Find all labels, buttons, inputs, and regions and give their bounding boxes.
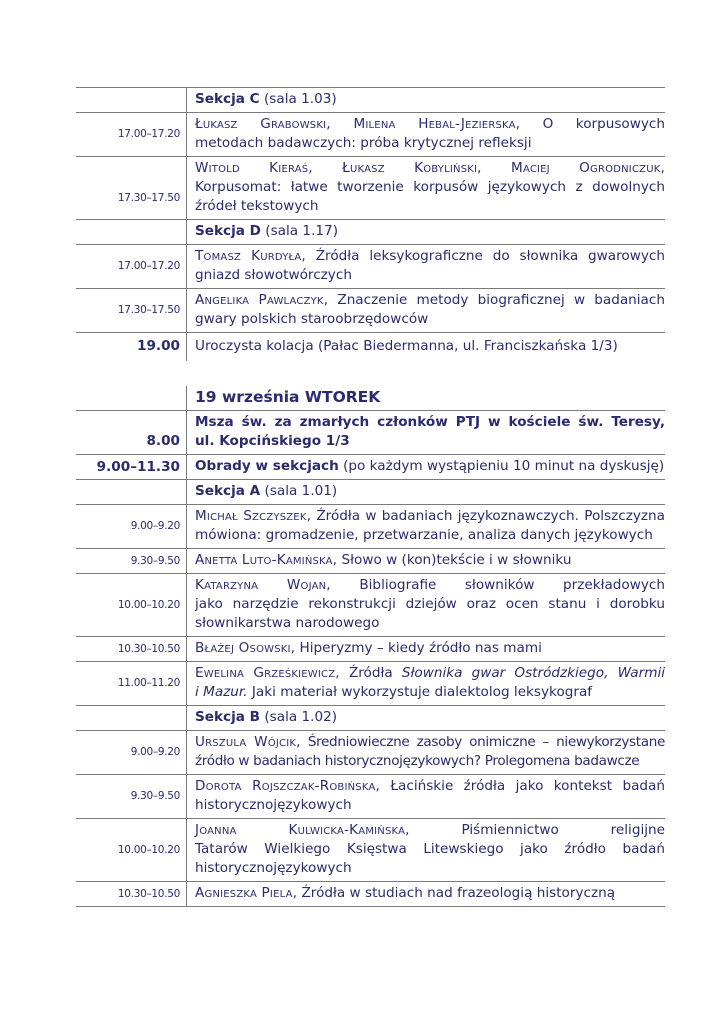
talk-entry: [187, 882, 666, 907]
section-b-header: Sekcja B (sala 1.02): [187, 706, 666, 731]
time-cell: 19.00: [76, 333, 187, 361]
time-cell: 8.00: [76, 411, 187, 455]
day-header-row: [76, 386, 665, 411]
talk-title-cont: Jaki materiał wykorzystuje dialektolog leksykograf: [247, 684, 593, 700]
talk-title-cont: jako narzędzie rekonstrukcji dziejów oraz ocen stanu i dorobku: [195, 596, 665, 612]
talk-title: Korpusomat: łatwe tworzenie korpusów językowych z dowolnych: [195, 179, 665, 195]
talk-title: O korpusowych: [520, 116, 665, 132]
talk-title-cont: historycznojęzykowych: [195, 860, 352, 876]
talk-authors: Dorota Rojszczak-Robińska,: [195, 778, 380, 794]
time-cell: 11.00–11.20: [76, 662, 187, 706]
time-cell: 10.30–10.50: [76, 882, 187, 907]
talk-authors: Agnieszka Piela,: [195, 885, 298, 901]
talk-row: [76, 731, 665, 775]
talk-authors: Łukasz Grabowski, Milena Hebal-Jezierska,: [195, 116, 521, 132]
talk-title: Hiperyzmy – kiedy źródło nas mami: [295, 640, 542, 656]
talk-title-cont: historycznojęzykowych: [195, 797, 352, 813]
session-row: [76, 455, 665, 480]
time-cell: [76, 706, 187, 731]
section-d-header: Sekcja D (sala 1.17): [187, 220, 666, 245]
schedule-table-monday: [76, 88, 665, 361]
talk-entry: [187, 775, 666, 819]
time-cell: 17.30–17.50: [76, 157, 187, 220]
talk-title-cont: Tatarów Wielkiego Księstwa Litewskiego jako źródło badań: [195, 841, 665, 857]
talk-title: Słowo w (kon)tekście i w słowniku: [337, 552, 572, 568]
talk-entry: [187, 289, 666, 333]
talk-title: Źródła: [339, 665, 402, 681]
dinner-row: [76, 333, 665, 361]
talk-entry: [187, 549, 666, 574]
talk-entry: [187, 157, 666, 220]
talk-row: [76, 505, 665, 549]
talk-title: Bibliografie słowników przekładowych: [330, 577, 665, 593]
talk-row: [76, 662, 665, 706]
time-cell: [76, 386, 187, 411]
talk-authors: Urszula Wójcik,: [195, 734, 301, 750]
time-cell: 9.30–9.50: [76, 775, 187, 819]
talk-title: Średniowieczne zasoby onimiczne – niewykorzystane: [300, 734, 665, 750]
time-cell: 17.00–17.20: [76, 113, 187, 157]
talk-title-italic: Słownika gwar Ostródzkiego, Warmii: [401, 665, 665, 681]
talk-authors: Tomasz Kurdyła,: [195, 248, 306, 264]
talk-row: [76, 245, 665, 289]
time-cell: 17.00–17.20: [76, 245, 187, 289]
time-cell: 9.30–9.50: [76, 549, 187, 574]
talk-authors: Katarzyna Wojan,: [195, 577, 331, 593]
talk-title-cont: metodach badawczych: próba krytycznej refleksji: [195, 135, 532, 151]
time-cell: 9.00–9.20: [76, 505, 187, 549]
talk-entry: [187, 819, 666, 882]
talk-title: Źródła w badaniach językoznawczych. Polszczyzna: [311, 508, 665, 524]
talk-title: Łacińskie źródła jako kontekst badań: [380, 778, 665, 794]
talk-title-cont: gniazd słowotwórczych: [195, 267, 352, 283]
mass-text: Msza św. za zmarłych członków PTJ w kościele św. Teresy, ul. Kopcińskiego 1/3: [187, 411, 666, 455]
section-header-row: [76, 480, 665, 505]
talk-row: [76, 157, 665, 220]
talk-row: [76, 882, 665, 907]
talk-authors: Ewelina Grześkiewicz,: [195, 665, 340, 681]
talk-entry: [187, 113, 666, 157]
talk-title-italic: i Mazur.: [195, 684, 248, 700]
time-cell: 10.30–10.50: [76, 637, 187, 662]
talk-authors: Angelika Pawlaczyk,: [195, 292, 329, 308]
talk-row: [76, 637, 665, 662]
talk-entry: [187, 637, 666, 662]
talk-row: [76, 819, 665, 882]
section-header-row: [76, 220, 665, 245]
time-cell: [76, 88, 187, 113]
section-header-row: [76, 88, 665, 113]
section-c-header: Sekcja C (sala 1.03): [187, 88, 666, 113]
talk-entry: [187, 662, 666, 706]
talk-authors: Joanna Kulwicka-Kamińska,: [195, 822, 410, 838]
talk-title-cont: źródeł tekstowych: [195, 198, 319, 214]
talk-title: Znaczenie metody biograficznej w badaniach: [328, 292, 665, 308]
section-a-header: Sekcja A (sala 1.01): [187, 480, 666, 505]
time-cell: [76, 220, 187, 245]
talk-title: Piśmiennictwo religijne: [409, 822, 665, 838]
time-cell: 10.00–10.20: [76, 574, 187, 637]
talk-authors: Błażej Osowski,: [195, 640, 296, 656]
talk-authors: Michał Szczyszek,: [195, 508, 312, 524]
talk-row: [76, 574, 665, 637]
time-cell: 17.30–17.50: [76, 289, 187, 333]
time-cell: 9.00–9.20: [76, 731, 187, 775]
time-cell: 10.00–10.20: [76, 819, 187, 882]
talk-title: Źródła leksykograficzne do słownika gwarowych: [305, 248, 665, 264]
section-header-row: [76, 706, 665, 731]
dinner-text: Uroczysta kolacja (Pałac Biedermanna, ul. Franciszkańska 1/3): [195, 337, 618, 354]
talk-title: Źródła w studiach nad frazeologią historyczną: [297, 885, 616, 901]
schedule-table-tuesday: [76, 386, 665, 907]
talk-authors: Witold Kieraś, Łukasz Kobyliński, Maciej Ogrodniczuk,: [195, 160, 665, 176]
mass-row: [76, 411, 665, 455]
talk-title-cont: słownikarstwa narodowego: [195, 615, 380, 631]
talk-authors: Anetta Luto-Kamińska,: [195, 552, 338, 568]
talk-entry: [187, 574, 666, 637]
talk-row: [76, 549, 665, 574]
talk-title-cont: źródło w badaniach historycznojęzykowych? Prolegomena badawcze: [195, 753, 640, 769]
session-text: Obrady w sekcjach (po każdym wystąpieniu 10 minut na dyskusję): [187, 455, 666, 480]
talk-row: [76, 113, 665, 157]
talk-row: [76, 775, 665, 819]
talk-entry: [187, 245, 666, 289]
day-heading: 19 września WTOREK: [187, 386, 666, 411]
talk-entry: [187, 731, 666, 775]
talk-entry: [187, 505, 666, 549]
talk-title-cont: gwary polskich staroobrzędowców: [195, 311, 429, 327]
talk-row: [76, 289, 665, 333]
talk-title-cont: mówiona: gromadzenie, przetwarzanie, analiza danych językowych: [195, 527, 653, 543]
time-cell: 9.00–11.30: [76, 455, 187, 480]
time-cell: [76, 480, 187, 505]
